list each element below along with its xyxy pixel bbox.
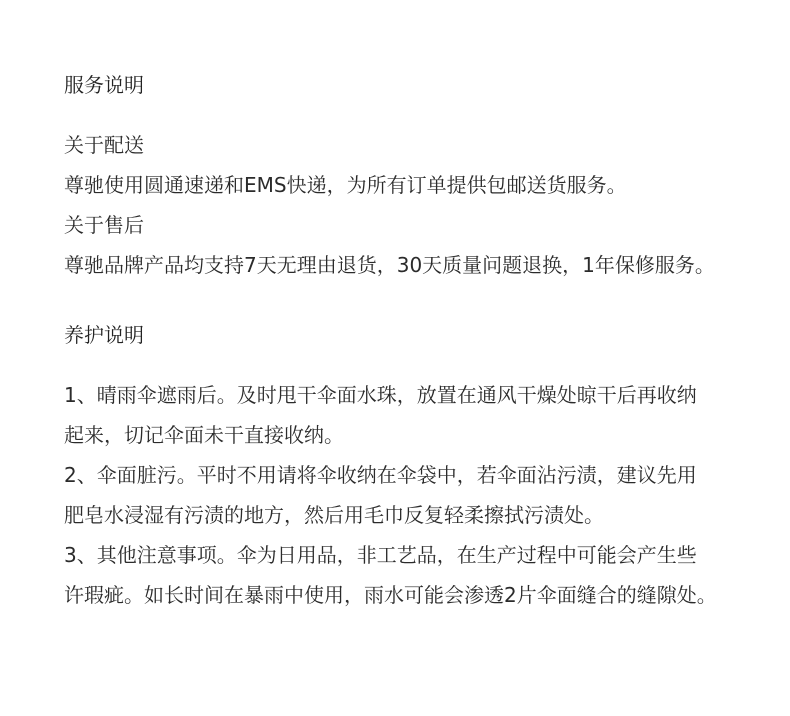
aftersales-subheading: 关于售后 (64, 213, 144, 237)
aftersales-text: 尊驰品牌产品均支持7天无理由退货，30天质量问题退换，1年保修服务。 (64, 253, 715, 277)
care-item-1-line-2: 起来，切记伞面未干直接收纳。 (64, 423, 344, 447)
care-item-2-line-2: 肥皂水浸湿有污渍的地方，然后用毛巾反复轻柔擦拭污渍处。 (64, 503, 604, 527)
service-heading: 服务说明 (64, 73, 144, 97)
delivery-subheading: 关于配送 (64, 133, 144, 157)
care-heading: 养护说明 (64, 323, 144, 347)
care-item-1-line-1: 1、晴雨伞遮雨后。及时甩干伞面水珠，放置在通风干燥处晾干后再收纳 (64, 383, 697, 407)
care-item-3-line-2: 许瑕疵。如长时间在暴雨中使用，雨水可能会渗透2片伞面缝合的缝隙处。 (64, 583, 717, 607)
care-item-3-line-1: 3、其他注意事项。伞为日用品，非工艺品，在生产过程中可能会产生些 (64, 543, 697, 567)
delivery-text: 尊驰使用圆通速递和EMS快递，为所有订单提供包邮送货服务。 (64, 173, 627, 197)
care-item-2-line-1: 2、伞面脏污。平时不用请将伞收纳在伞袋中，若伞面沾污渍，建议先用 (64, 463, 697, 487)
